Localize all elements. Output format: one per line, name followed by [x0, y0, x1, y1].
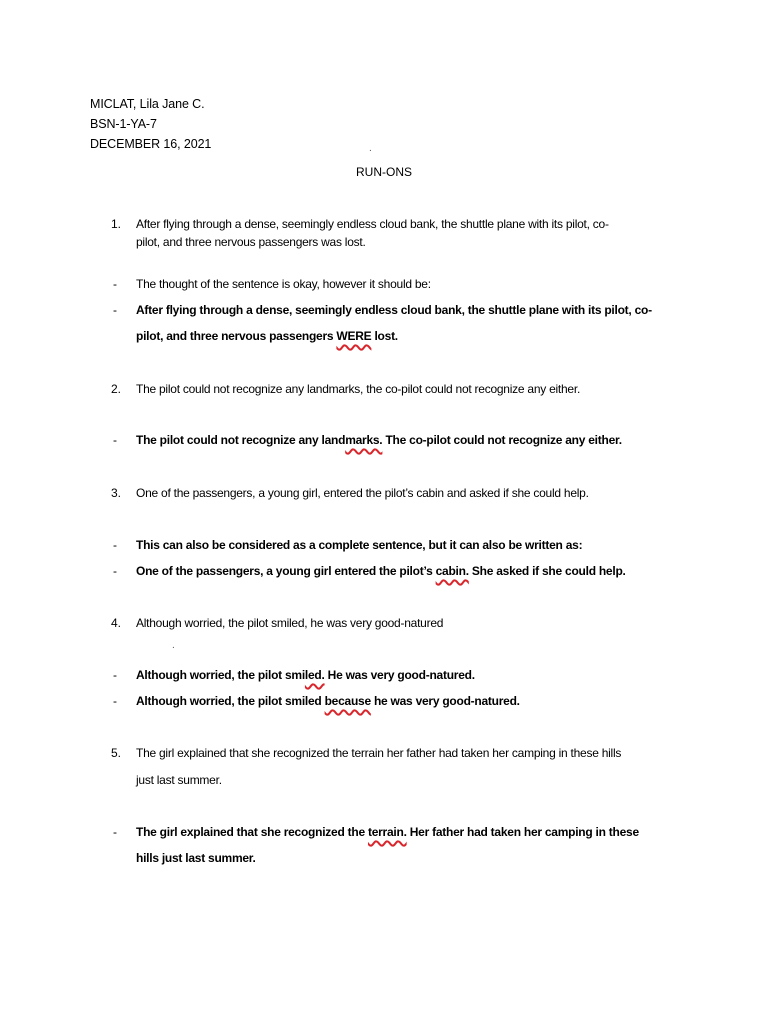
item-correction-line — [136, 667, 696, 683]
correction-text: One of the passengers, a young girl entered the pilot’s — [136, 564, 436, 578]
bullet-dash: - — [113, 825, 117, 839]
correction-text: he was very good-natured. — [370, 694, 520, 708]
item-original-line: Although worried, the pilot smiled, he was very good-natured — [136, 616, 444, 630]
red-correction-mark: terrain. — [367, 825, 407, 839]
stray-mark: . — [369, 143, 372, 154]
item-note: The thought of the sentence is okay, however it should be: — [136, 277, 431, 291]
bullet-dash: - — [113, 538, 117, 552]
correction-text: He was very good-natured. — [324, 668, 475, 682]
stray-mark: . — [172, 640, 175, 651]
item-correction-line: hills just last summer. — [136, 851, 256, 865]
bullet-dash: - — [113, 303, 117, 317]
item-number: 2. — [111, 382, 122, 396]
correction-text: pilot, and three nervous passengers — [136, 329, 337, 343]
item-correction-line: After flying through a dense, seemingly endless cloud bank, the shuttle plane with its pilot, co- — [136, 303, 652, 317]
item-original-line: The pilot could not recognize any landmarks, the co-pilot could not recognize any either. — [136, 382, 581, 396]
item-number: 4. — [111, 616, 122, 630]
correction-text: The pilot could not recognize any land — [136, 433, 346, 447]
page-title: RUN-ONS — [356, 165, 412, 179]
item-number: 3. — [111, 486, 122, 500]
item-correction-line — [136, 432, 696, 448]
item-original-line: pilot, and three nervous passengers was lost. — [136, 235, 366, 249]
item-number: 1. — [111, 217, 122, 231]
item-correction-line — [136, 563, 696, 579]
red-correction-mark: cabin. — [435, 564, 469, 578]
bullet-dash: - — [113, 668, 117, 682]
bullet-dash: - — [113, 277, 117, 291]
item-correction-line — [136, 693, 696, 709]
item-correction-line — [136, 328, 696, 344]
correction-text: She asked if she could help. — [468, 564, 626, 578]
correction-text: lost. — [371, 329, 398, 343]
item-original-line: One of the passengers, a young girl, entered the pilot’s cabin and asked if she could help. — [136, 486, 589, 500]
correction-text: Although worried, the pilot smi — [136, 668, 305, 682]
bullet-dash: - — [113, 564, 117, 578]
bullet-dash: - — [113, 433, 117, 447]
correction-text: Although worried, the pilot smiled — [136, 694, 325, 708]
document-date: DECEMBER 16, 2021 — [90, 137, 212, 151]
student-section: BSN-1-YA-7 — [90, 117, 157, 131]
item-note: This can also be considered as a complete sentence, but it can also be written as: — [136, 538, 583, 552]
correction-text: The co-pilot could not recognize any either. — [382, 433, 622, 447]
student-name: MICLAT, Lila Jane C. — [90, 97, 205, 111]
item-original-line: The girl explained that she recognized the terrain her father had taken her camping in these hills — [136, 746, 622, 760]
item-original-line: just last summer. — [136, 773, 222, 787]
red-correction-mark: WERE — [336, 329, 372, 343]
item-original-line: After flying through a dense, seemingly endless cloud bank, the shuttle plane with its pilot, co- — [136, 217, 609, 231]
bullet-dash: - — [113, 694, 117, 708]
correction-text: Her father had taken her camping in these — [406, 825, 639, 839]
item-correction-line — [136, 824, 696, 840]
red-correction-mark: marks. — [345, 433, 383, 447]
correction-text: The girl explained that she recognized the — [136, 825, 368, 839]
red-correction-mark: because — [324, 694, 371, 708]
red-correction-mark: led. — [304, 668, 325, 682]
item-number: 5. — [111, 746, 122, 760]
